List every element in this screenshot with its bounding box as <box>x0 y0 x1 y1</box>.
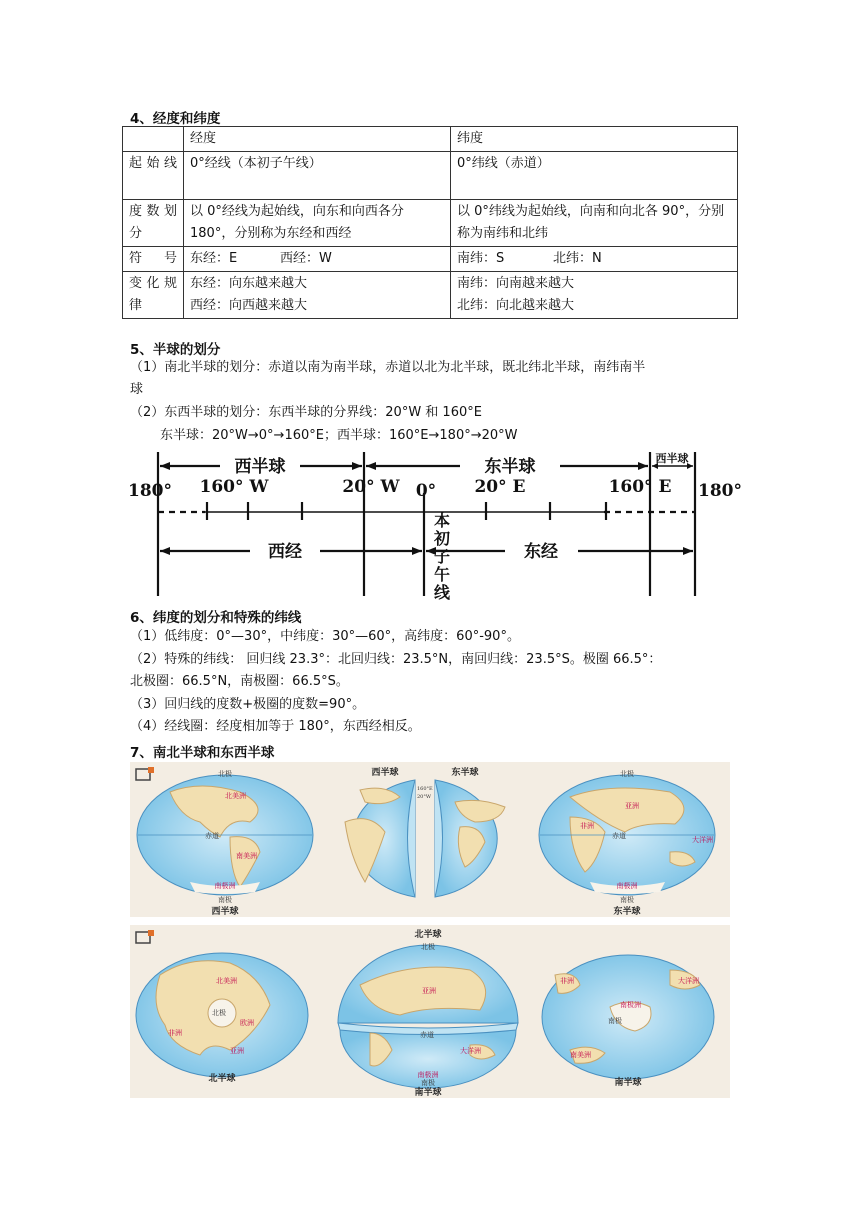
hemisphere-longitude-diagram <box>120 448 760 603</box>
label-west-hemisphere-small: 西半球 <box>655 452 689 465</box>
globe-label: 南极 <box>608 1017 622 1025</box>
label-0: 0° <box>415 481 437 501</box>
globe-title-east: 东半球 <box>451 768 479 778</box>
globe-label: 20°W <box>417 794 432 800</box>
globe-label: 南极洲 <box>214 882 236 890</box>
globe-label: 北美洲 <box>225 792 246 800</box>
section-4-title: 4、经度和纬度 <box>130 111 221 127</box>
globe-label: 南极洲 <box>417 1071 439 1079</box>
globe-caption: 东半球 <box>613 907 641 917</box>
label-20w: 20° W <box>342 477 400 497</box>
east-hemisphere-globe <box>539 769 715 917</box>
globe-label: 非洲 <box>560 977 574 985</box>
globe-label: 南美洲 <box>236 852 257 860</box>
longitude-latitude-table <box>122 126 738 319</box>
globe-label: 亚洲 <box>422 987 436 995</box>
south-hemisphere-globe <box>542 955 714 1088</box>
globe-title: 北半球 <box>414 930 442 940</box>
sec6-paragraph-2b: 北极圈：66.5°N，南极圈：66.5°S。 <box>130 674 349 689</box>
label-180-right: 180° <box>698 481 742 501</box>
split-hemisphere-globe <box>345 766 505 897</box>
east-west-hemisphere-panel <box>130 762 730 917</box>
rule-south: 南纬：向南越来越大 <box>457 276 575 291</box>
table-row <box>123 152 738 200</box>
globe-label: 北极 <box>212 1009 226 1017</box>
label-west-hemisphere: 西半球 <box>234 457 286 477</box>
prime-meridian-char: 子 <box>433 547 451 566</box>
label-east-hemisphere: 东半球 <box>484 457 536 477</box>
section-6-title: 6、纬度的划分和特殊的纬线 <box>130 610 302 626</box>
sec5-paragraph-1a: （1）南北半球的划分：赤道以南为南半球，赤道以北为北半球，既北纬北半球，南纬南半 <box>130 360 646 375</box>
table-header-empty <box>123 127 184 152</box>
west-hemisphere-globe <box>137 769 313 917</box>
symbol-north: 北纬：N <box>553 251 602 266</box>
row-label-division: 度数划分 <box>123 200 184 247</box>
globe-label: 欧洲 <box>240 1019 254 1027</box>
globe-label: 非洲 <box>168 1029 182 1037</box>
prime-meridian-label <box>433 511 451 602</box>
globe-label: 南极洲 <box>616 882 638 890</box>
row-label-rule: 变化规律 <box>123 272 184 319</box>
label-160w: 160° W <box>199 477 269 497</box>
north-south-hemisphere-panel <box>130 925 730 1098</box>
label-180-left: 180° <box>128 481 172 501</box>
table-header-longitude: 经度 <box>184 127 451 152</box>
globe-title-west: 西半球 <box>371 768 399 778</box>
globe-label: 亚洲 <box>230 1047 244 1055</box>
globe-label: 赤道 <box>205 832 219 840</box>
globe-label: 北美洲 <box>216 977 237 985</box>
table-row <box>123 247 738 272</box>
globe-label: 160°E <box>417 786 433 792</box>
symbol-south: 南纬：S <box>457 251 505 266</box>
sec5-paragraph-3: 东半球：20°W→0°→160°E；西半球：160°E→180°→20°W <box>160 428 518 443</box>
section-5-title: 5、半球的划分 <box>130 342 221 358</box>
globe-label: 南极 <box>620 896 634 904</box>
sec6-paragraph-3: （3）回归线的度数+极圈的度数=90°。 <box>130 697 366 712</box>
table-header-row <box>123 127 738 152</box>
symbol-east: 东经：E <box>190 251 238 266</box>
table-row <box>123 200 738 247</box>
rule-east: 东经：向东越来越大 <box>190 276 308 291</box>
cell-lon-start: 0°经线（本初子午线） <box>184 152 451 200</box>
table-row <box>123 272 738 319</box>
globe-label: 大洋洲 <box>692 836 713 844</box>
label-20e: 20° E <box>474 477 526 497</box>
cell-lon-symbol <box>184 247 451 272</box>
globe-caption: 北半球 <box>208 1074 236 1084</box>
globe-label: 大洋洲 <box>678 977 699 985</box>
sec6-paragraph-1: （1）低纬度：0°—30°，中纬度：30°—60°，高纬度：60°-90°。 <box>130 629 520 644</box>
globe-label: 非洲 <box>580 822 594 830</box>
globe-label: 南极洲 <box>620 1001 641 1009</box>
symbol-west: 西经：W <box>280 251 332 266</box>
globe-label: 北极 <box>218 770 232 778</box>
label-west-longitude: 西经 <box>268 542 302 562</box>
cell-lon-rule <box>184 272 451 319</box>
prime-meridian-char: 线 <box>433 583 451 602</box>
row-label-symbol: 符号 <box>123 247 184 272</box>
globe-label: 南极 <box>421 1079 435 1087</box>
cell-lat-symbol <box>451 247 738 272</box>
cell-lat-rule <box>451 272 738 319</box>
prime-meridian-char: 午 <box>433 565 451 584</box>
globe-label: 赤道 <box>612 832 626 840</box>
rule-north: 北纬：向北越来越大 <box>457 298 575 313</box>
sec6-paragraph-4: （4）经线圈：经度相加等于 180°，东西经相反。 <box>130 719 421 734</box>
globe-label: 南极 <box>218 896 232 904</box>
prime-meridian-char: 本 <box>433 511 451 530</box>
globe-label: 南美洲 <box>570 1051 591 1059</box>
cell-lon-division: 以 0°经线为起始线，向东和向西各分 180°，分别称为东经和西经 <box>184 200 451 247</box>
sec5-paragraph-1b: 球 <box>130 382 144 397</box>
globe-label: 赤道 <box>420 1031 434 1039</box>
label-east-longitude: 东经 <box>524 542 558 562</box>
north-hemisphere-globe <box>136 953 308 1084</box>
table-header-latitude: 纬度 <box>451 127 738 152</box>
globe-caption: 南半球 <box>614 1078 642 1088</box>
label-160e: 160° E <box>608 477 672 497</box>
globe-label: 北极 <box>620 770 634 778</box>
rule-west: 西经：向西越来越大 <box>190 298 308 313</box>
globe-caption: 南半球 <box>414 1088 442 1098</box>
prime-meridian-char: 初 <box>433 529 451 548</box>
sec6-paragraph-2a: （2）特殊的纬线： 回归线 23.3°：北回归线：23.5°N，南回归线：23.5°S。极圈 66.5°： <box>130 652 662 667</box>
globe-label: 大洋洲 <box>460 1047 481 1055</box>
section-7-title: 7、南北半球和东西半球 <box>130 745 275 761</box>
globe-caption: 西半球 <box>211 907 239 917</box>
sec5-paragraph-2: （2）东西半球的划分：东西半球的分界线：20°W 和 160°E <box>130 405 482 420</box>
cell-lat-start: 0°纬线（赤道） <box>451 152 738 200</box>
globe-label: 北极 <box>421 943 435 951</box>
north-south-split-globe <box>338 928 518 1098</box>
cell-lat-division: 以 0°纬线为起始线，向南和向北各 90°，分别称为南纬和北纬 <box>451 200 738 247</box>
globe-label: 亚洲 <box>625 802 639 810</box>
row-label-start-line: 起始线 <box>123 152 184 200</box>
